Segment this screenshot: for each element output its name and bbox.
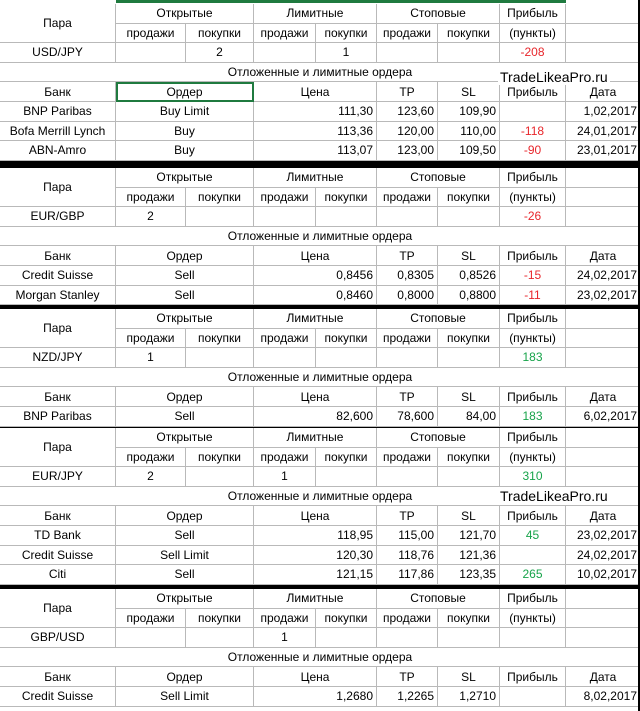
tp-cell[interactable]: 120,00: [377, 122, 438, 142]
bank-cell[interactable]: Credit Suisse: [0, 687, 116, 707]
tp-cell[interactable]: 123,00: [377, 141, 438, 161]
stop-buys-cell[interactable]: [438, 628, 500, 648]
tp-cell[interactable]: 1,2265: [377, 687, 438, 707]
empty-cell[interactable]: [566, 348, 640, 368]
open-buys-cell[interactable]: 2: [186, 43, 254, 63]
order-profit-cell[interactable]: [500, 687, 566, 707]
sl-cell[interactable]: 0,8800: [438, 286, 500, 306]
stop-sells-header[interactable]: продажи: [377, 188, 438, 208]
order-profit-cell[interactable]: 265: [500, 565, 566, 585]
points-header[interactable]: (пункты): [500, 188, 566, 208]
stop-sells-cell[interactable]: [377, 628, 438, 648]
price-cell[interactable]: 121,15: [254, 565, 377, 585]
tp-cell[interactable]: 115,00: [377, 526, 438, 546]
limit-sells-header[interactable]: продажи: [254, 24, 316, 44]
open-sells-cell[interactable]: 2: [116, 467, 186, 487]
pending-orders-title[interactable]: Отложенные и лимитные ордера: [0, 227, 640, 247]
price-header[interactable]: Цена: [254, 387, 377, 407]
sl-cell[interactable]: 1,2710: [438, 687, 500, 707]
date-cell[interactable]: 8,02,2017: [566, 687, 640, 707]
stop-sells-header[interactable]: продажи: [377, 609, 438, 629]
limit-buys-cell[interactable]: 1: [316, 43, 377, 63]
sl-cell[interactable]: 121,36: [438, 546, 500, 566]
date-cell[interactable]: 23,02,2017: [566, 286, 640, 306]
sl-header[interactable]: SL: [438, 82, 500, 102]
tp-cell[interactable]: 78,600: [377, 407, 438, 427]
stop-header[interactable]: Стоповые: [377, 589, 500, 609]
tp-header[interactable]: TP: [377, 82, 438, 102]
empty-cell[interactable]: [566, 168, 640, 188]
profit-cell[interactable]: [500, 628, 566, 648]
order-header[interactable]: Ордер: [116, 667, 254, 687]
bank-header[interactable]: Банк: [0, 387, 116, 407]
price-header[interactable]: Цена: [254, 667, 377, 687]
open-buys-header[interactable]: покупки: [186, 329, 254, 349]
open-buys-cell[interactable]: [186, 628, 254, 648]
tp-cell[interactable]: 118,76: [377, 546, 438, 566]
stop-header[interactable]: Стоповые: [377, 309, 500, 329]
price-cell[interactable]: 82,600: [254, 407, 377, 427]
open-buys-header[interactable]: покупки: [186, 609, 254, 629]
tp-header[interactable]: TP: [377, 506, 438, 526]
sl-cell[interactable]: 109,50: [438, 141, 500, 161]
profit-header[interactable]: Прибыль: [500, 309, 566, 329]
limit-header[interactable]: Лимитные: [254, 168, 377, 188]
order-profit-cell[interactable]: 183: [500, 407, 566, 427]
stop-header[interactable]: Стоповые: [377, 428, 500, 448]
profit-cell[interactable]: 310: [500, 467, 566, 487]
bank-header[interactable]: Банк: [0, 82, 116, 102]
bank-header[interactable]: Банк: [0, 246, 116, 266]
order-profit-cell[interactable]: -90: [500, 141, 566, 161]
profit-header[interactable]: Прибыль: [500, 168, 566, 188]
order-cell[interactable]: Sell: [116, 565, 254, 585]
date-cell[interactable]: 24,02,2017: [566, 546, 640, 566]
points-header[interactable]: (пункты): [500, 609, 566, 629]
stop-buys-cell[interactable]: [438, 467, 500, 487]
open-sells-header[interactable]: продажи: [116, 188, 186, 208]
empty-cell[interactable]: [566, 628, 640, 648]
order-cell[interactable]: Sell: [116, 286, 254, 306]
stop-buys-cell[interactable]: [438, 348, 500, 368]
bank-cell[interactable]: Credit Suisse: [0, 546, 116, 566]
stop-buys-cell[interactable]: [438, 43, 500, 63]
stop-header[interactable]: Стоповые: [377, 4, 500, 24]
open-buys-header[interactable]: покупки: [186, 448, 254, 468]
bank-cell[interactable]: Morgan Stanley: [0, 286, 116, 306]
empty-cell[interactable]: [566, 309, 640, 329]
empty-cell[interactable]: [566, 609, 640, 629]
tp-header[interactable]: TP: [377, 246, 438, 266]
section-divider: [0, 585, 640, 589]
points-header[interactable]: (пункты): [500, 448, 566, 468]
limit-sells-header[interactable]: продажи: [254, 448, 316, 468]
tp-header[interactable]: TP: [377, 387, 438, 407]
empty-cell[interactable]: [566, 467, 640, 487]
pair-header[interactable]: Пара: [0, 4, 116, 43]
order-profit-cell[interactable]: -15: [500, 266, 566, 286]
empty-cell[interactable]: [566, 4, 640, 24]
open-buys-header[interactable]: покупки: [186, 188, 254, 208]
section-divider: [0, 427, 640, 428]
limit-buys-header[interactable]: покупки: [316, 24, 377, 44]
tp-header[interactable]: TP: [377, 667, 438, 687]
empty-cell[interactable]: [566, 589, 640, 609]
open-sells-cell[interactable]: 1: [116, 348, 186, 368]
open-header[interactable]: Открытые: [116, 589, 254, 609]
order-profit-header[interactable]: Прибыль: [500, 506, 566, 526]
order-cell[interactable]: Sell: [116, 266, 254, 286]
price-header[interactable]: Цена: [254, 246, 377, 266]
date-header[interactable]: Дата: [566, 82, 640, 102]
limit-buys-header[interactable]: покупки: [316, 329, 377, 349]
sl-cell[interactable]: 84,00: [438, 407, 500, 427]
stop-sells-cell[interactable]: [377, 207, 438, 227]
open-buys-header[interactable]: покупки: [186, 24, 254, 44]
price-cell[interactable]: 111,30: [254, 102, 377, 122]
limit-sells-header[interactable]: продажи: [254, 609, 316, 629]
limit-sells-cell[interactable]: 1: [254, 628, 316, 648]
order-profit-cell[interactable]: [500, 546, 566, 566]
date-header[interactable]: Дата: [566, 667, 640, 687]
empty-cell[interactable]: [566, 188, 640, 208]
date-cell[interactable]: 6,02,2017: [566, 407, 640, 427]
sl-cell[interactable]: 109,90: [438, 102, 500, 122]
stop-sells-header[interactable]: продажи: [377, 448, 438, 468]
order-profit-cell[interactable]: -11: [500, 286, 566, 306]
limit-sells-cell[interactable]: [254, 43, 316, 63]
points-header[interactable]: (пункты): [500, 24, 566, 44]
bank-header[interactable]: Банк: [0, 506, 116, 526]
limit-buys-header[interactable]: покупки: [316, 448, 377, 468]
price-header[interactable]: Цена: [254, 82, 377, 102]
section-divider: [0, 305, 640, 309]
price-cell[interactable]: 0,8460: [254, 286, 377, 306]
sl-header[interactable]: SL: [438, 246, 500, 266]
order-cell[interactable]: Buy: [116, 122, 254, 142]
order-profit-header[interactable]: Прибыль: [500, 246, 566, 266]
stop-buys-header[interactable]: покупки: [438, 188, 500, 208]
order-profit-header[interactable]: Прибыль: [500, 667, 566, 687]
sl-cell[interactable]: 121,70: [438, 526, 500, 546]
pair-cell[interactable]: USD/JPY: [0, 43, 116, 63]
sl-cell[interactable]: 110,00: [438, 122, 500, 142]
watermark-text: TradeLikeaPro.ru: [500, 69, 608, 85]
price-cell[interactable]: 118,95: [254, 526, 377, 546]
limit-buys-cell[interactable]: [316, 467, 377, 487]
open-buys-cell[interactable]: [186, 207, 254, 227]
empty-cell[interactable]: [566, 428, 640, 448]
date-header[interactable]: Дата: [566, 246, 640, 266]
pair-cell[interactable]: GBP/USD: [0, 628, 116, 648]
empty-cell[interactable]: [566, 448, 640, 468]
pending-orders-title[interactable]: Отложенные и лимитные ордера: [0, 648, 640, 668]
price-header[interactable]: Цена: [254, 506, 377, 526]
order-cell[interactable]: Sell Limit: [116, 687, 254, 707]
sl-header[interactable]: SL: [438, 667, 500, 687]
date-header[interactable]: Дата: [566, 506, 640, 526]
open-sells-header[interactable]: продажи: [116, 609, 186, 629]
tp-cell[interactable]: 123,60: [377, 102, 438, 122]
price-cell[interactable]: 113,07: [254, 141, 377, 161]
section-divider: [0, 161, 640, 168]
sl-header[interactable]: SL: [438, 387, 500, 407]
open-header[interactable]: Открытые: [116, 428, 254, 448]
stop-buys-cell[interactable]: [438, 207, 500, 227]
limit-sells-cell[interactable]: 1: [254, 467, 316, 487]
open-buys-cell[interactable]: [186, 348, 254, 368]
stop-sells-cell[interactable]: [377, 348, 438, 368]
order-profit-cell[interactable]: [500, 102, 566, 122]
points-header[interactable]: (пункты): [500, 329, 566, 349]
limit-buys-cell[interactable]: [316, 628, 377, 648]
open-sells-cell[interactable]: [116, 628, 186, 648]
pending-orders-title[interactable]: Отложенные и лимитные ордера: [0, 368, 640, 388]
order-header[interactable]: Ордер: [116, 506, 254, 526]
column-selection-bar: [116, 0, 566, 3]
pair-cell[interactable]: NZD/JPY: [0, 348, 116, 368]
open-header[interactable]: Открытые: [116, 4, 254, 24]
empty-cell[interactable]: [566, 329, 640, 349]
limit-buys-cell[interactable]: [316, 348, 377, 368]
limit-sells-cell[interactable]: [254, 348, 316, 368]
tp-cell[interactable]: 0,8305: [377, 266, 438, 286]
date-header[interactable]: Дата: [566, 387, 640, 407]
bank-cell[interactable]: Credit Suisse: [0, 266, 116, 286]
limit-buys-header[interactable]: покупки: [316, 188, 377, 208]
tp-cell[interactable]: 0,8000: [377, 286, 438, 306]
stop-buys-header[interactable]: покупки: [438, 448, 500, 468]
order-cell[interactable]: Buy: [116, 141, 254, 161]
pair-cell[interactable]: EUR/GBP: [0, 207, 116, 227]
pair-header[interactable]: Пара: [0, 589, 116, 628]
stop-header[interactable]: Стоповые: [377, 168, 500, 188]
profit-cell[interactable]: -208: [500, 43, 566, 63]
stop-buys-header[interactable]: покупки: [438, 24, 500, 44]
profit-header[interactable]: Прибыль: [500, 589, 566, 609]
date-cell[interactable]: 24,02,2017: [566, 266, 640, 286]
open-sells-header[interactable]: продажи: [116, 448, 186, 468]
pending-orders-title[interactable]: Отложенные и лимитные ордера: [0, 63, 640, 83]
empty-cell[interactable]: [566, 43, 640, 63]
price-cell[interactable]: 0,8456: [254, 266, 377, 286]
pair-cell[interactable]: EUR/JPY: [0, 467, 116, 487]
date-cell[interactable]: 1,02,2017: [566, 102, 640, 122]
order-profit-cell[interactable]: -118: [500, 122, 566, 142]
date-cell[interactable]: 24,01,2017: [566, 122, 640, 142]
open-buys-cell[interactable]: [186, 467, 254, 487]
stop-sells-cell[interactable]: [377, 43, 438, 63]
limit-header[interactable]: Лимитные: [254, 428, 377, 448]
order-cell[interactable]: Sell: [116, 407, 254, 427]
open-sells-header[interactable]: продажи: [116, 24, 186, 44]
order-cell[interactable]: Sell Limit: [116, 546, 254, 566]
price-cell[interactable]: 113,36: [254, 122, 377, 142]
open-sells-header[interactable]: продажи: [116, 329, 186, 349]
bank-header[interactable]: Банк: [0, 667, 116, 687]
stop-sells-header[interactable]: продажи: [377, 24, 438, 44]
profit-cell[interactable]: 183: [500, 348, 566, 368]
limit-buys-header[interactable]: покупки: [316, 609, 377, 629]
tp-cell[interactable]: 117,86: [377, 565, 438, 585]
open-sells-cell[interactable]: 2: [116, 207, 186, 227]
bank-cell[interactable]: ABN-Amro: [0, 141, 116, 161]
order-header[interactable]: Ордер: [116, 387, 254, 407]
sl-header[interactable]: SL: [438, 506, 500, 526]
open-header[interactable]: Открытые: [116, 309, 254, 329]
profit-header[interactable]: Прибыль: [500, 428, 566, 448]
stop-buys-header[interactable]: покупки: [438, 329, 500, 349]
empty-cell[interactable]: [566, 24, 640, 44]
bank-cell[interactable]: Bofa Merrill Lynch: [0, 122, 116, 142]
limit-header[interactable]: Лимитные: [254, 4, 377, 24]
date-cell[interactable]: 23,01,2017: [566, 141, 640, 161]
watermark-text: TradeLikeaPro.ru: [500, 488, 608, 504]
open-sells-cell[interactable]: [116, 43, 186, 63]
profit-header[interactable]: Прибыль: [500, 4, 566, 24]
date-cell[interactable]: 10,02,2017: [566, 565, 640, 585]
date-cell[interactable]: 23,02,2017: [566, 526, 640, 546]
price-cell[interactable]: 1,2680: [254, 687, 377, 707]
limit-header[interactable]: Лимитные: [254, 309, 377, 329]
bank-cell[interactable]: BNP Paribas: [0, 407, 116, 427]
bank-cell[interactable]: Citi: [0, 565, 116, 585]
empty-cell[interactable]: [566, 207, 640, 227]
pair-header[interactable]: Пара: [0, 309, 116, 348]
pair-header[interactable]: Пара: [0, 168, 116, 207]
sl-cell[interactable]: 123,35: [438, 565, 500, 585]
order-profit-header[interactable]: Прибыль: [500, 387, 566, 407]
order-header[interactable]: Ордер: [116, 82, 254, 102]
limit-sells-header[interactable]: продажи: [254, 188, 316, 208]
stop-buys-header[interactable]: покупки: [438, 609, 500, 629]
order-profit-header[interactable]: Прибыль: [500, 82, 566, 102]
profit-cell[interactable]: -26: [500, 207, 566, 227]
stop-sells-header[interactable]: продажи: [377, 329, 438, 349]
bank-cell[interactable]: TD Bank: [0, 526, 116, 546]
limit-header[interactable]: Лимитные: [254, 589, 377, 609]
order-header[interactable]: Ордер: [116, 246, 254, 266]
limit-sells-header[interactable]: продажи: [254, 329, 316, 349]
order-cell[interactable]: Buy Limit: [116, 102, 254, 122]
pending-orders-title[interactable]: Отложенные и лимитные ордера: [0, 487, 640, 507]
price-cell[interactable]: 120,30: [254, 546, 377, 566]
pair-header[interactable]: Пара: [0, 428, 116, 467]
order-profit-cell[interactable]: 45: [500, 526, 566, 546]
order-cell[interactable]: Sell: [116, 526, 254, 546]
bank-cell[interactable]: BNP Paribas: [0, 102, 116, 122]
open-header[interactable]: Открытые: [116, 168, 254, 188]
sl-cell[interactable]: 0,8526: [438, 266, 500, 286]
limit-buys-cell[interactable]: [316, 207, 377, 227]
limit-sells-cell[interactable]: [254, 207, 316, 227]
stop-sells-cell[interactable]: [377, 467, 438, 487]
